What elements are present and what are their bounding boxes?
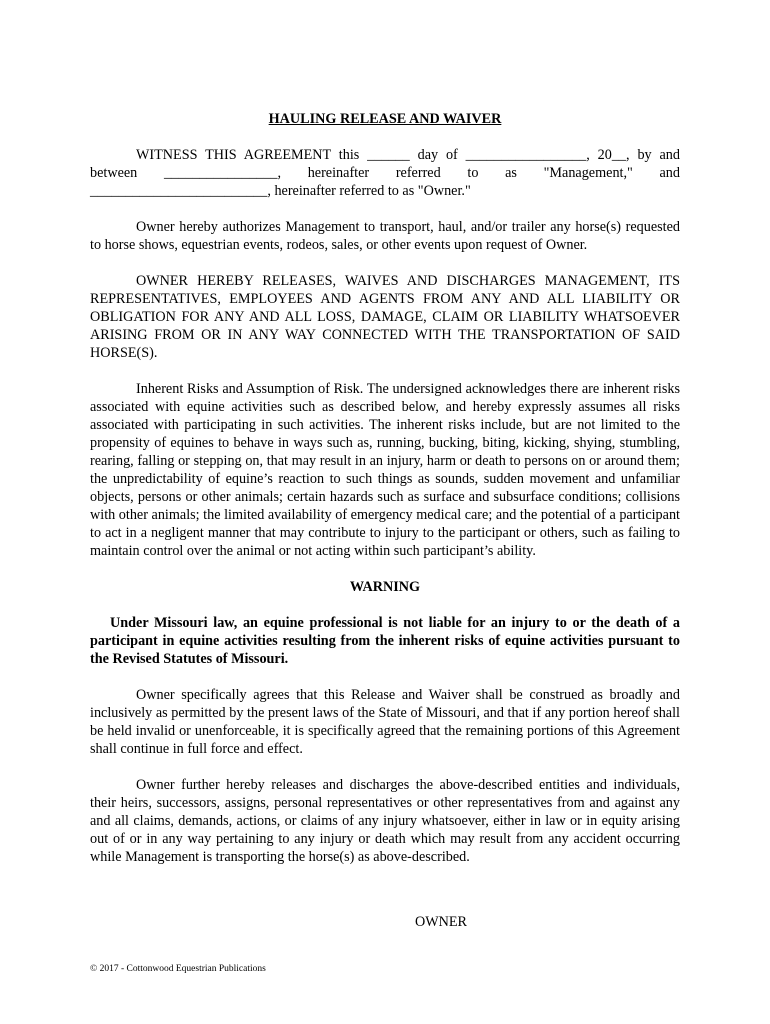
witness-line-3: _________________________, hereinafter referred to as "Owner."	[90, 183, 471, 199]
document-title: HAULING RELEASE AND WAIVER	[268, 111, 502, 127]
further-release-paragraph: Owner further hereby releases and discharges the above-described entities and individuals, their heirs, successors, assigns, personal representatives or other representatives from and against any and all claims, demands, actions, or claims of any injury whatsoever, either in law or in equity arising out of or in any way pertaining to any injury or death which may result from any accident occurring while Management is transporting the horse(s) as above-described.	[90, 777, 680, 865]
owner-signature-label: OWNER	[415, 914, 468, 930]
witness-block	[90, 146, 680, 200]
warning-statement: Under Missouri law, an equine professional is not liable for an injury to or the death of a participant in equine activities resulting from the inherent risks of equine activities pursuant to the Revised Statutes of Missouri.	[90, 615, 680, 667]
document-body	[90, 110, 680, 884]
release-paragraph: OWNER HEREBY RELEASES, WAIVES AND DISCHARGES MANAGEMENT, ITS REPRESENTATIVES, EMPLOYEES AND AGENTS FROM ANY AND ALL LIABILITY OR OBLIGATION FOR ANY AND ALL LOSS, DAMAGE, CLAIM OR LIABILITY WHATSOEVER ARISING FROM OR IN ANY WAY CONNECTED WITH THE TRANSPORTATION OF SAID HORSE(S).	[90, 273, 680, 361]
inherent-risks-paragraph: Inherent Risks and Assumption of Risk. The undersigned acknowledges there are inherent risks associated with equine activities such as described below, and hereby expressly assumes all risks associated with participating in such activities. The inherent risks include, but are not limited to the propensity of equines to behave in ways such as, running, bucking, biting, kicking, shying, stumbling, rearing, falling or stepping on, that may result in an injury, harm or death to persons on or around them; the unpredictability of equine’s reaction to such things as sounds, sudden movement and unfamiliar objects, persons or other animals; certain hazards such as surface and subsurface conditions; collisions with other animals; the limited availability of emergency medical care; and the potential of a participant to act in a negligent manner that may contribute to injury to the participant or others, such as failing to maintain control over the animal or not acting within such participant’s ability.	[90, 381, 680, 559]
severability-paragraph: Owner specifically agrees that this Release and Waiver shall be construed as broadly and inclusively as permitted by the present laws of the State of Missouri, and that if any portion hereof shall be held invalid or unenforceable, it is specifically agreed that the remaining portions of this Agreement shall continue in full force and effect.	[90, 687, 680, 757]
copyright-footer: © 2017 - Cottonwood Equestrian Publications	[90, 964, 266, 974]
witness-line-2: between ________________, hereinafter referred to as "Management," and	[90, 165, 680, 181]
witness-line-1: WITNESS THIS AGREEMENT this ______ day of _________________, 20__, by and	[136, 147, 680, 163]
warning-heading: WARNING	[349, 579, 421, 595]
authorization-paragraph: Owner hereby authorizes Management to transport, haul, and/or trailer any horse(s) requested to horse shows, equestrian events, rodeos, sales, or other events upon request of Owner.	[90, 219, 680, 253]
